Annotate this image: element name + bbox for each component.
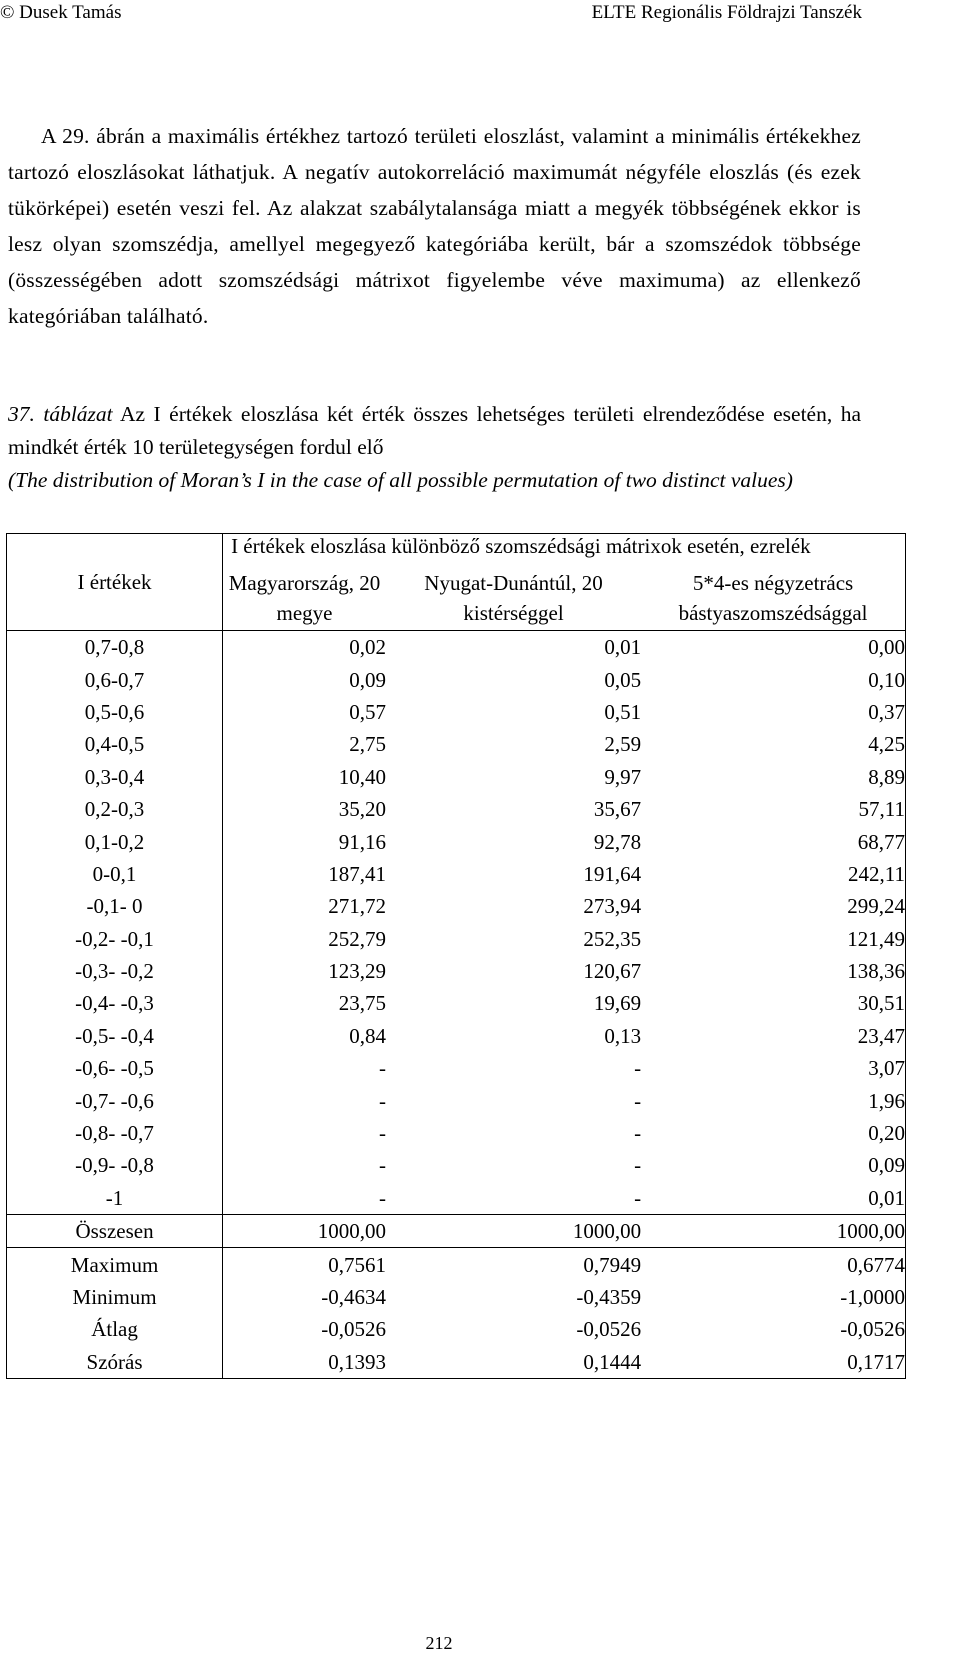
page-header <box>0 0 960 30</box>
row-label: -0,6- -0,5 <box>7 1052 223 1084</box>
table-cell: 8,89 <box>641 761 905 793</box>
table-cell: -0,4359 <box>576 1285 642 1309</box>
group-header: I értékek eloszlása különböző szomszédsági mátrixok esetén, ezrelék <box>223 534 906 565</box>
page-number: 212 <box>425 1633 453 1653</box>
row-label: Összesen <box>7 1215 223 1248</box>
institution-name: ELTE Regionális Földrajzi Tanszék <box>591 2 862 23</box>
table-cell: - <box>378 1121 386 1146</box>
table-cell: 1000,00 <box>223 1215 386 1248</box>
caption-english: (The distribution of Moran’s I in the case of all possible permutation of two distinct values) <box>8 468 793 492</box>
table-cell: 123,29 <box>328 959 386 984</box>
stats-row <box>7 1313 906 1345</box>
row-label: -0,1- 0 <box>7 890 223 922</box>
table-cell: -0,4634 <box>321 1285 386 1309</box>
table-cell: 2,59 <box>604 732 642 757</box>
table-cell: 0,13 <box>604 1023 642 1048</box>
paragraph-text: A 29. ábrán a maximális értékhez tartozó területi eloszlást, valamint a minimális értékekhez tartozó eloszlásokat láthatjuk. A negatív autokorreláció maximumát négyféle eloszlás (és ezek tükörképei) esetén veszi fel. Az alakzat szabálytalansága miatt a megyék többségének ekkor is lesz olyan szomszédja, amellyel megegyező kategóriába került, bár a szomszédok többsége (összességében adott szomszédsági mátrixot figyelembe véve maximuma) az ellenkező kategóriában található. <box>8 124 861 328</box>
table-cell: 0,57 <box>349 699 386 724</box>
table-cell: 91,16 <box>338 829 386 854</box>
table-cell: 0,84 <box>349 1023 386 1048</box>
table-cell: 0,20 <box>641 1117 905 1149</box>
col-header-nyugat-dunantul: Nyugat-Dunántúl, 20 kistérséggel <box>386 564 641 631</box>
row-label: Átlag <box>7 1313 223 1345</box>
table-row <box>7 1149 906 1181</box>
table-cell: 3,07 <box>641 1052 905 1084</box>
table-cell: 191,64 <box>583 861 642 886</box>
table-cell: 0,02 <box>349 635 386 660</box>
table-cell: 0,1717 <box>641 1346 905 1379</box>
table-cell: 4,25 <box>641 728 905 760</box>
table-row <box>7 1117 906 1149</box>
table-cell: 35,20 <box>338 797 386 822</box>
row-label: -0,7- -0,6 <box>7 1084 223 1116</box>
table-cell: 187,41 <box>328 861 386 886</box>
row-label: -0,5- -0,4 <box>7 1020 223 1052</box>
row-label: -0,2- -0,1 <box>7 923 223 955</box>
table-row <box>7 663 906 695</box>
table-cell: 252,35 <box>583 926 642 951</box>
table-cell: 138,36 <box>641 955 905 987</box>
row-label: 0,3-0,4 <box>7 761 223 793</box>
stats-row <box>7 1248 906 1281</box>
caption-text: Az I értékek eloszlása két érték összes lehetséges területi elrendeződése esetén, ha mindkét érték 10 területegységen fordul elő <box>8 402 861 459</box>
table-cell: 68,77 <box>641 825 905 857</box>
copyright-text: © Dusek Tamás <box>0 2 122 23</box>
stats-row <box>7 1346 906 1379</box>
table-cell: -0,0526 <box>641 1313 905 1345</box>
table-cell: 242,11 <box>641 858 905 890</box>
table-cell: 0,1444 <box>386 1346 641 1379</box>
table-row <box>7 793 906 825</box>
row-label: 0,6-0,7 <box>7 663 223 695</box>
table-row <box>7 696 906 728</box>
table-cell: 1000,00 <box>641 1215 905 1248</box>
row-label: 0,7-0,8 <box>7 631 223 664</box>
row-label: 0,2-0,3 <box>7 793 223 825</box>
table-cell: 273,94 <box>583 894 642 919</box>
table-cell: 0,01 <box>641 1182 905 1215</box>
table-cell: 10,40 <box>338 764 386 789</box>
table-cell: 271,72 <box>328 894 386 919</box>
table-cell: 92,78 <box>593 829 642 854</box>
table-cell: 0,7561 <box>223 1248 386 1281</box>
table-row <box>7 728 906 760</box>
col-header-magyarorszag: Magyarország, 20 megye <box>223 564 386 631</box>
row-label: Maximum <box>7 1248 223 1281</box>
row-label: Szórás <box>7 1346 223 1379</box>
table-body <box>7 631 906 1379</box>
table-cell: 0,01 <box>604 635 642 660</box>
table-cell: 23,47 <box>641 1020 905 1052</box>
table-cell: 35,67 <box>593 797 642 822</box>
table-row <box>7 890 906 922</box>
table-cell: - <box>634 1121 642 1146</box>
table-cell: 299,24 <box>641 890 905 922</box>
table-row <box>7 1020 906 1052</box>
table-caption <box>8 398 861 497</box>
table-cell: 0,10 <box>641 663 905 695</box>
table-cell: -0,0526 <box>321 1317 386 1342</box>
table-cell: 2,75 <box>349 732 386 757</box>
table-row <box>7 955 906 987</box>
table-cell: - <box>378 1056 386 1081</box>
table-cell: 0,09 <box>641 1149 905 1181</box>
table-cell: -0,0526 <box>576 1317 642 1342</box>
table-row <box>7 987 906 1019</box>
table-cell: 120,67 <box>583 959 642 984</box>
table-cell: 1,96 <box>641 1084 905 1116</box>
table-cell: - <box>634 1185 642 1210</box>
table-cell: 0,05 <box>604 667 642 692</box>
total-row <box>7 1215 906 1248</box>
distribution-table <box>6 533 906 1379</box>
table-row <box>7 631 906 664</box>
row-header: I értékek <box>7 534 223 631</box>
table-cell: 121,49 <box>641 923 905 955</box>
page-footer <box>0 1633 960 1654</box>
table-number: 37. táblázat <box>8 402 113 426</box>
table-cell: 0,09 <box>349 667 386 692</box>
table-cell: 23,75 <box>338 991 386 1016</box>
table-cell: - <box>634 1056 642 1081</box>
table-cell: - <box>378 1185 386 1210</box>
table-cell: 57,11 <box>641 793 905 825</box>
table-row <box>7 825 906 857</box>
table-cell: - <box>378 1088 386 1113</box>
col-header-negyzetracs: 5*4-es négyzetrács bástyaszomszédsággal <box>641 564 905 631</box>
table-cell: -1,0000 <box>641 1281 905 1313</box>
table-cell: 0,7949 <box>386 1248 641 1281</box>
table-row <box>7 1052 906 1084</box>
body-paragraph <box>8 118 861 334</box>
table-cell: 252,79 <box>328 926 386 951</box>
table-cell: 0,37 <box>641 696 905 728</box>
row-label: 0-0,1 <box>7 858 223 890</box>
table-cell: - <box>634 1153 642 1178</box>
table-cell: 9,97 <box>604 764 642 789</box>
table-row <box>7 1084 906 1116</box>
row-label: -1 <box>7 1182 223 1215</box>
row-label: 0,1-0,2 <box>7 825 223 857</box>
table-row <box>7 1182 906 1215</box>
table-row <box>7 858 906 890</box>
table-cell: - <box>634 1088 642 1113</box>
row-label: -0,3- -0,2 <box>7 955 223 987</box>
table-row <box>7 761 906 793</box>
row-label: -0,9- -0,8 <box>7 1149 223 1181</box>
stats-row <box>7 1281 906 1313</box>
table-cell: 1000,00 <box>386 1215 641 1248</box>
table-cell: 30,51 <box>641 987 905 1019</box>
table-cell: 0,00 <box>641 631 905 664</box>
row-label: -0,4- -0,3 <box>7 987 223 1019</box>
table-cell: 0,51 <box>604 699 642 724</box>
table-row <box>7 923 906 955</box>
table-cell: 0,1393 <box>223 1346 386 1379</box>
row-label: -0,8- -0,7 <box>7 1117 223 1149</box>
table-cell: - <box>378 1153 386 1178</box>
row-label: 0,5-0,6 <box>7 696 223 728</box>
row-label: 0,4-0,5 <box>7 728 223 760</box>
table-cell: 19,69 <box>593 991 642 1016</box>
row-label: Minimum <box>7 1281 223 1313</box>
table-cell: 0,6774 <box>641 1248 905 1281</box>
